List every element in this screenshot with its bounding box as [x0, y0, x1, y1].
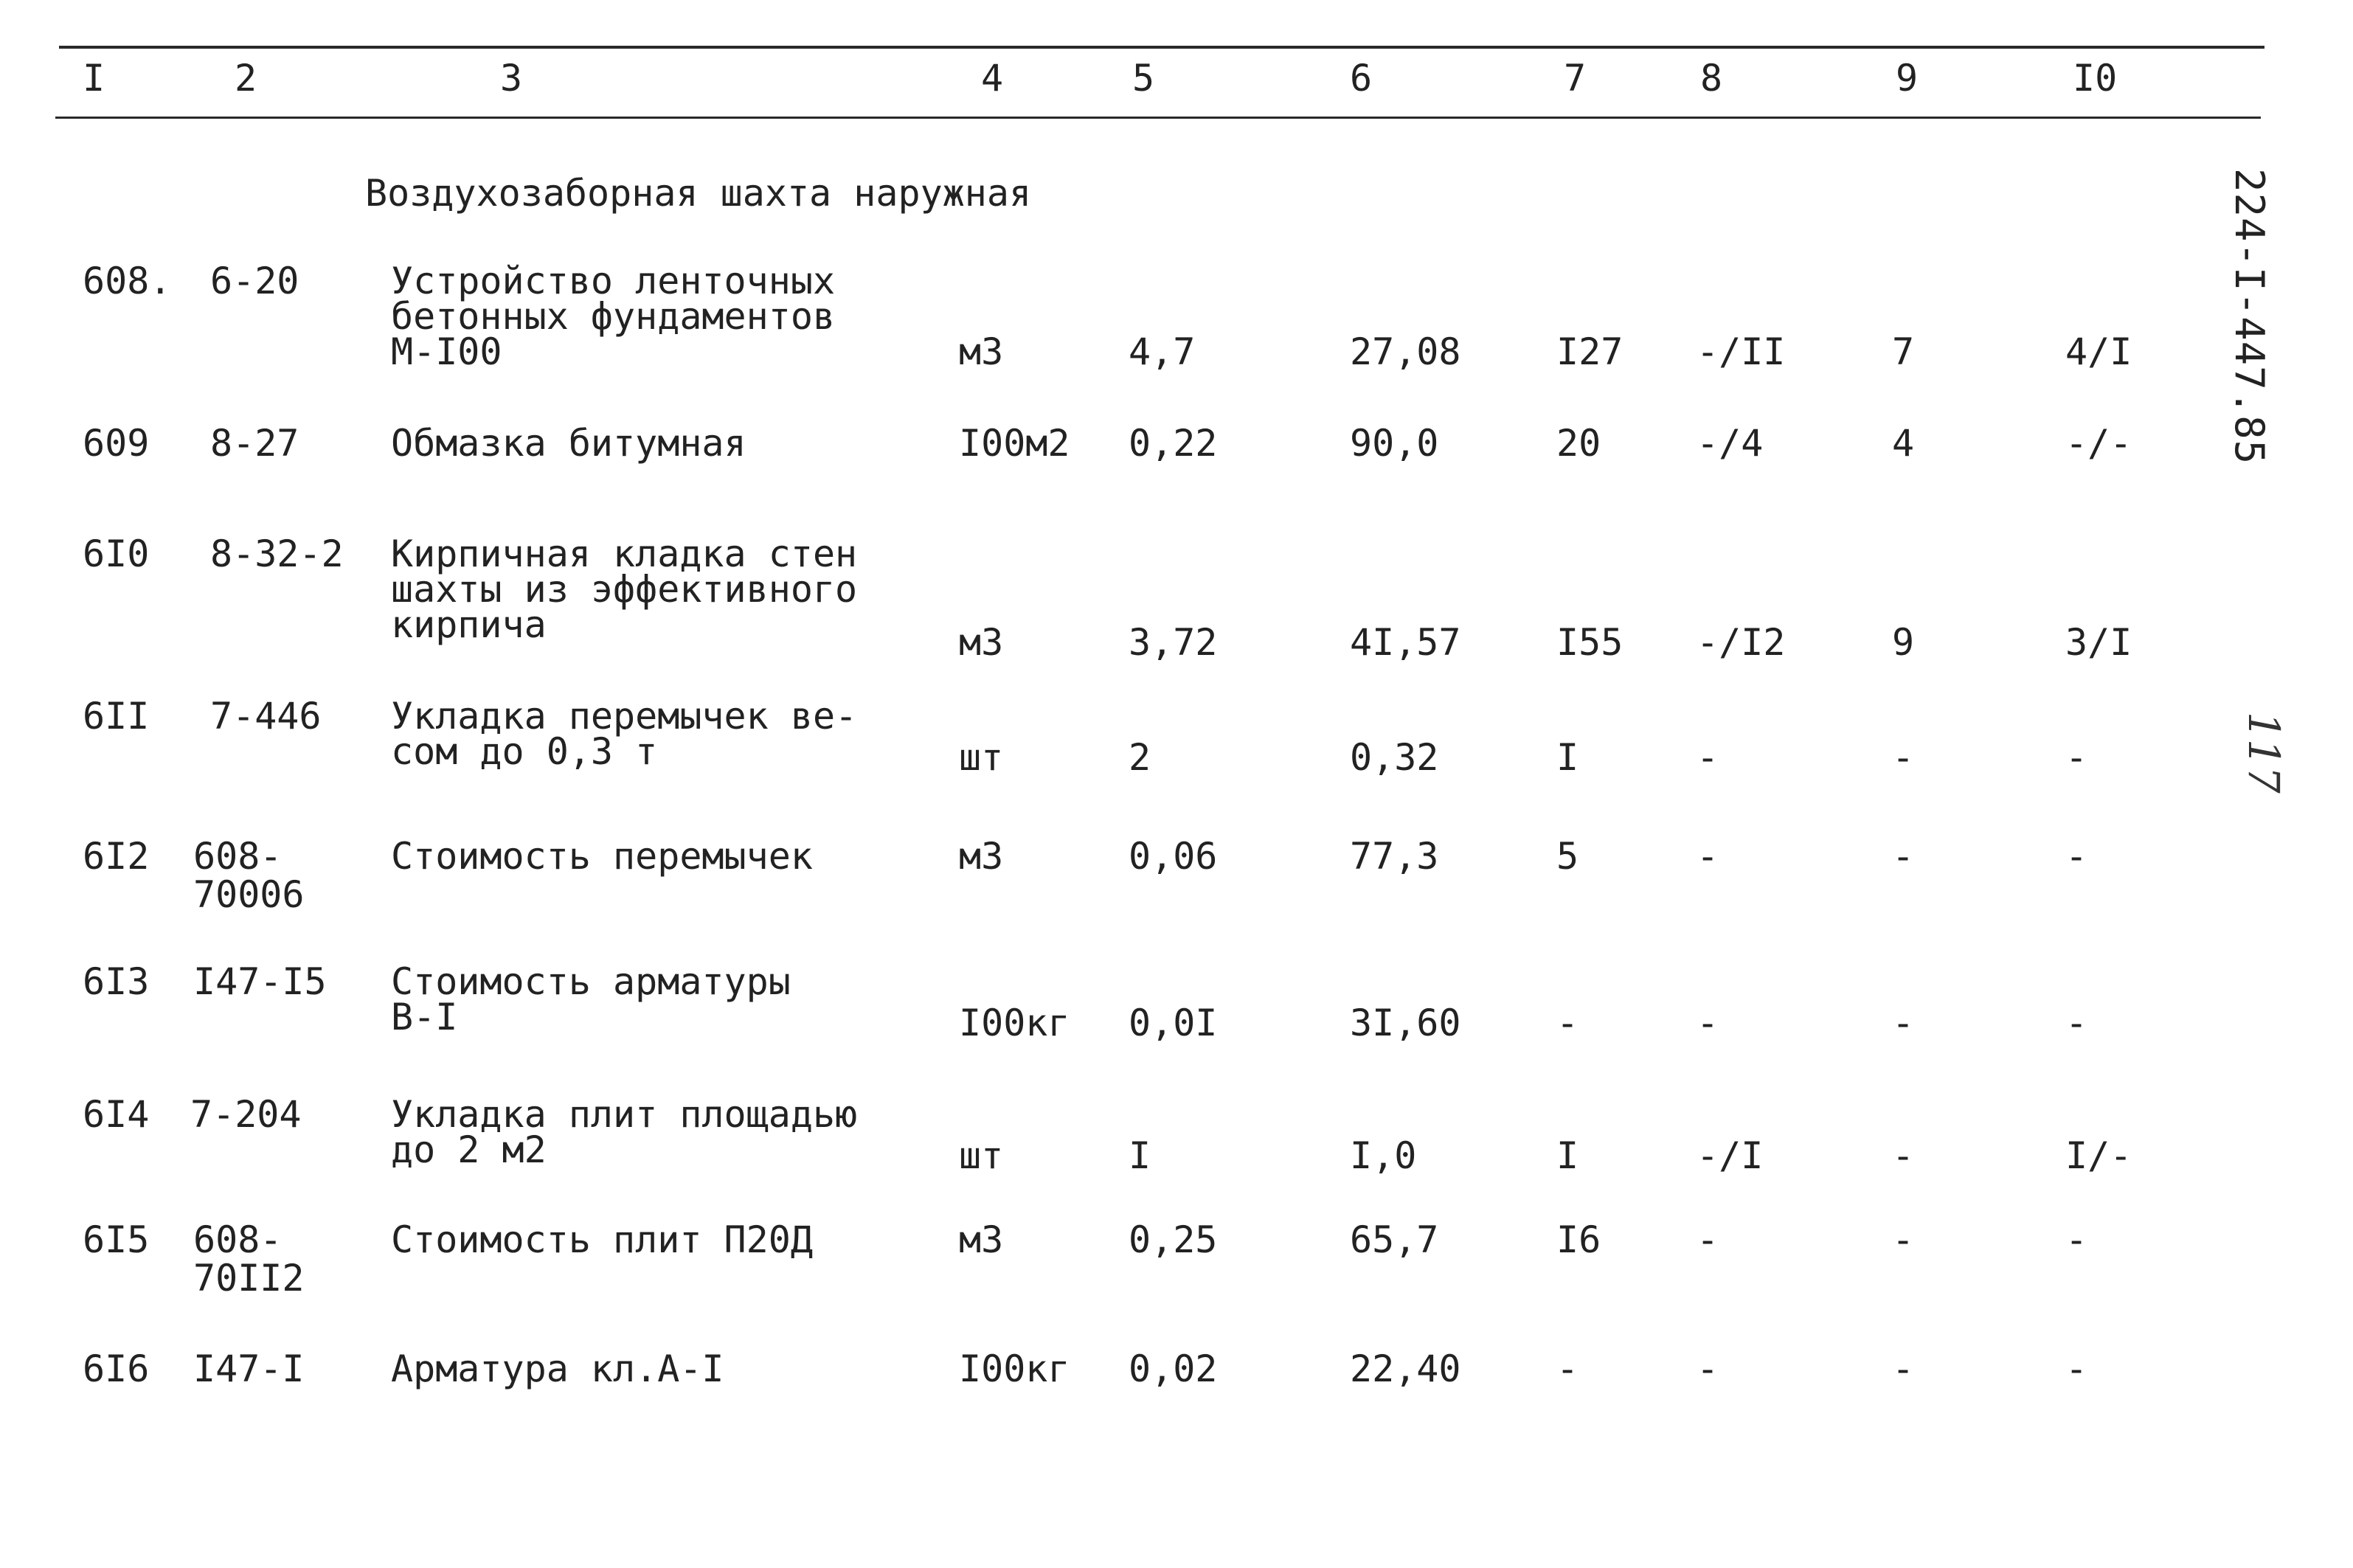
row-description: М-I00 [391, 330, 502, 373]
row-unit-price: I,0 [1350, 1134, 1417, 1177]
row-unit-price: 65,7 [1350, 1218, 1439, 1261]
row-col10: - [2065, 835, 2088, 878]
document-code: 224-I-447.85 [2226, 168, 2273, 465]
col-header-5: 5 [1132, 57, 1155, 100]
row-unit-price: 22,40 [1350, 1347, 1461, 1390]
row-code: I47-I [193, 1347, 305, 1390]
row-quantity: 0,06 [1129, 835, 1218, 878]
row-col9: - [1892, 835, 1915, 878]
row-description: кирпича [391, 603, 547, 646]
row-number: 6I6 [83, 1347, 150, 1390]
row-unit: м3 [959, 1218, 1004, 1261]
row-col7: 5 [1556, 835, 1579, 878]
row-col9: - [1892, 1134, 1915, 1177]
row-description: Стоимость арматуры [391, 960, 791, 1003]
row-code: 608- [193, 835, 283, 878]
row-number: 608. [83, 260, 172, 302]
row-col8: - [1697, 1218, 1719, 1261]
row-number: 6I4 [83, 1093, 150, 1136]
row-unit-price: 27,08 [1350, 330, 1461, 373]
row-col10: 3/I [2065, 621, 2132, 664]
row-col9: 9 [1892, 621, 1915, 664]
row-quantity: 0,22 [1129, 422, 1218, 465]
header-bottom-rule [55, 117, 2261, 119]
row-col8: - [1697, 736, 1719, 779]
col-header-10: I0 [2073, 57, 2118, 100]
row-col9: - [1892, 736, 1915, 779]
row-col10: -/- [2065, 422, 2132, 465]
row-unit: м3 [959, 835, 1004, 878]
row-unit: I00кг [959, 1347, 1070, 1390]
row-unit-price: 4I,57 [1350, 621, 1461, 664]
row-col8: -/I2 [1697, 621, 1786, 664]
row-number: 6I3 [83, 960, 150, 1003]
row-col7: - [1556, 1347, 1579, 1390]
row-code: 8-27 [210, 422, 299, 465]
row-quantity: 0,25 [1129, 1218, 1218, 1261]
row-quantity: 2 [1129, 736, 1151, 779]
row-unit-price: 77,3 [1350, 835, 1439, 878]
row-description: Стоимость плит П20Д [391, 1218, 813, 1261]
row-description: шахты из эффективного [391, 568, 858, 611]
row-description: сом до 0,3 т [391, 730, 658, 773]
row-col7: I55 [1556, 621, 1623, 664]
col-header-6: 6 [1350, 57, 1373, 100]
row-quantity: 0,02 [1129, 1347, 1218, 1390]
row-number: 6II [83, 695, 150, 738]
row-col8: - [1697, 1002, 1719, 1044]
row-col7: - [1556, 1002, 1579, 1044]
row-col8: - [1697, 1347, 1719, 1390]
row-unit: м3 [959, 330, 1004, 373]
row-col10: I/- [2065, 1134, 2132, 1177]
row-number: 609 [83, 422, 150, 465]
row-unit: шт [959, 736, 1004, 779]
row-code: I47-I5 [193, 960, 327, 1003]
row-code: 70II2 [193, 1257, 305, 1300]
row-code: 6-20 [210, 260, 299, 302]
row-col8: -/I [1697, 1134, 1764, 1177]
col-header-7: 7 [1564, 57, 1587, 100]
row-description: бетонных фундаментов [391, 295, 836, 338]
row-description: В-I [391, 996, 458, 1038]
row-col8: - [1697, 835, 1719, 878]
row-quantity: 4,7 [1129, 330, 1196, 373]
row-col9: - [1892, 1218, 1915, 1261]
row-col7: I27 [1556, 330, 1623, 373]
row-number: 6I0 [83, 533, 150, 575]
row-col8: -/II [1697, 330, 1786, 373]
row-unit: шт [959, 1134, 1004, 1177]
row-description: Укладка перемычек ве- [391, 695, 858, 738]
col-header-2: 2 [235, 57, 257, 100]
row-number: 6I5 [83, 1218, 150, 1261]
row-code: 608- [193, 1218, 283, 1261]
row-description: Укладка плит площадью [391, 1093, 858, 1136]
row-code: 7-204 [190, 1093, 302, 1136]
row-col9: 7 [1892, 330, 1915, 373]
row-col7: 20 [1556, 422, 1601, 465]
col-header-3: 3 [500, 57, 523, 100]
row-unit: м3 [959, 621, 1004, 664]
section-title: Воздухозаборная шахта наружная [365, 172, 1032, 215]
row-col10: 4/I [2065, 330, 2132, 373]
col-header-1: I [83, 57, 105, 100]
row-col10: - [2065, 736, 2088, 779]
header-top-rule [59, 46, 2264, 49]
row-col10: - [2065, 1002, 2088, 1044]
row-col9: - [1892, 1002, 1915, 1044]
row-description: Кирпичная кладка стен [391, 533, 858, 575]
row-description: до 2 м2 [391, 1128, 547, 1171]
row-col7: I6 [1556, 1218, 1601, 1261]
row-quantity: I [1129, 1134, 1151, 1177]
row-unit: I00кг [959, 1002, 1070, 1044]
row-description: Арматура кл.А-I [391, 1347, 724, 1390]
col-header-9: 9 [1896, 57, 1919, 100]
row-col7: I [1556, 1134, 1579, 1177]
row-number: 6I2 [83, 835, 150, 878]
row-unit: I00м2 [959, 422, 1070, 465]
row-unit-price: 0,32 [1350, 736, 1439, 779]
row-code: 7-446 [210, 695, 322, 738]
row-col10: - [2065, 1218, 2088, 1261]
row-unit-price: 3I,60 [1350, 1002, 1461, 1044]
page-number: 117 [2239, 712, 2289, 794]
row-col9: - [1892, 1347, 1915, 1390]
row-quantity: 0,0I [1129, 1002, 1218, 1044]
row-quantity: 3,72 [1129, 621, 1218, 664]
row-col10: - [2065, 1347, 2088, 1390]
col-header-8: 8 [1700, 57, 1723, 100]
row-code: 8-32-2 [210, 533, 344, 575]
row-description: Стоимость перемычек [391, 835, 813, 878]
row-description: Устройство ленточных [391, 260, 836, 302]
row-description: Обмазка битумная [391, 422, 746, 465]
row-col7: I [1556, 736, 1579, 779]
row-unit-price: 90,0 [1350, 422, 1439, 465]
row-col8: -/4 [1697, 422, 1764, 465]
row-code: 70006 [193, 873, 305, 916]
col-header-4: 4 [981, 57, 1004, 100]
row-col9: 4 [1892, 422, 1915, 465]
